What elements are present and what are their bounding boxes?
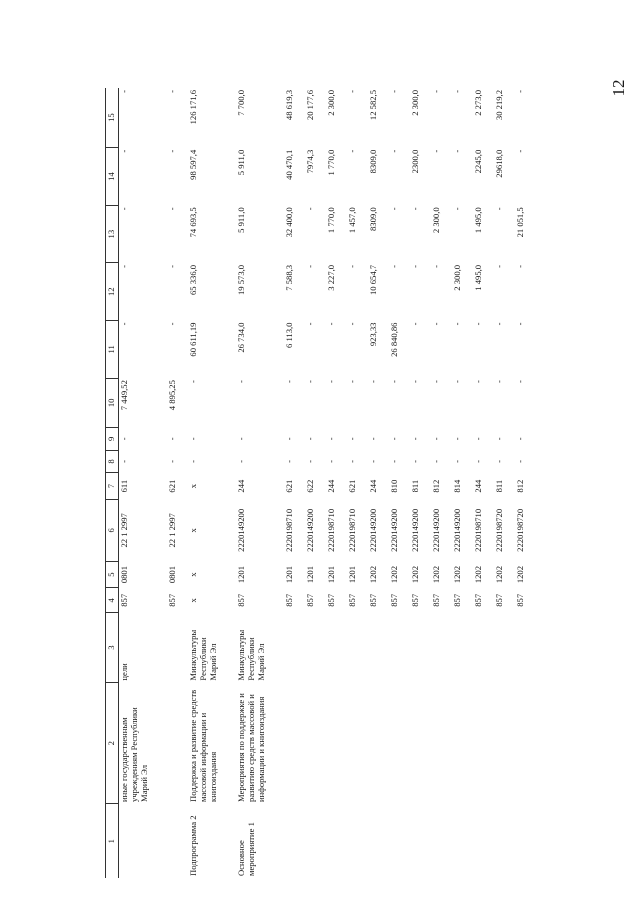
table-cell-col-5: 1202 xyxy=(494,565,504,584)
table-cell-col-6: 2220198710 xyxy=(473,508,483,552)
table-cell-col-9: - xyxy=(326,437,336,441)
table-cell-col-13: 21 051,5 xyxy=(515,207,525,238)
table-cell-col-6: 2220149200 xyxy=(431,508,441,552)
table-cell-col-2 xyxy=(431,683,452,804)
table-cell-col-6: 2220198720 xyxy=(515,508,525,552)
table-cell-col-6: 22 1 2997 xyxy=(167,513,177,548)
table-cell-col-12: - xyxy=(389,264,399,268)
header-cell-5: 5 xyxy=(106,561,119,588)
table-cell-col-6: 2220149200 xyxy=(236,508,246,552)
table-cell-col-9: - xyxy=(410,437,420,441)
table-cell-col-11: - xyxy=(167,322,177,326)
header-cell-10: 10 xyxy=(106,378,119,427)
table-cell-col-7: 811 xyxy=(494,479,504,493)
table-cell-col-7: 814 xyxy=(452,479,462,493)
table-cell-col-11: - xyxy=(410,322,420,326)
table-cell-col-3 xyxy=(494,613,515,683)
table-cell-col-12: - xyxy=(347,264,357,268)
table-cell-col-3 xyxy=(284,613,305,683)
table-cell-col-12: 10 654,7 xyxy=(368,264,378,296)
table-cell-col-14: 40 470,1 xyxy=(284,149,294,180)
table-cell-col-4: 857 xyxy=(236,593,246,607)
table-cell-col-3 xyxy=(410,613,431,683)
table-row xyxy=(389,88,410,878)
table-cell-col-8: - xyxy=(119,460,129,463)
table-cell-col-9: - xyxy=(284,437,294,441)
table-cell-col-14: - xyxy=(452,149,462,153)
table-cell-col-4: x xyxy=(188,598,198,603)
table-cell-col-5: 1202 xyxy=(431,565,441,584)
table-cell-col-6: 2220198710 xyxy=(284,508,294,552)
table-cell-col-7: 244 xyxy=(368,479,378,493)
table-cell-col-14: 1 770,0 xyxy=(326,149,336,176)
table-cell-col-7: x xyxy=(188,483,198,489)
table-cell-col-8: - xyxy=(515,460,525,463)
table-cell-col-2: иные государственным учреждениям Республики Марий Эл xyxy=(119,707,150,802)
table-row xyxy=(368,88,389,878)
table-cell-col-13: 8309,0 xyxy=(368,207,378,231)
table-cell-col-12: 2 300,0 xyxy=(452,264,462,291)
table-cell-col-5: 1202 xyxy=(410,565,420,584)
table-cell-col-10: 4 895,25 xyxy=(167,380,177,411)
table-cell-col-1 xyxy=(305,804,326,878)
table-cell-col-5: 1201 xyxy=(347,565,357,584)
table-cell-col-2 xyxy=(368,683,389,804)
table-cell-col-4: 857 xyxy=(410,593,420,607)
table-row xyxy=(284,88,305,878)
table-cell-col-13: 74 693,5 xyxy=(188,207,198,238)
table-cell-col-9: - xyxy=(494,437,504,441)
header-cell-1: 1 xyxy=(106,804,119,878)
table-cell-col-9: - xyxy=(119,437,129,441)
table-cell-col-2 xyxy=(167,683,188,804)
table-row xyxy=(236,88,284,878)
table-cell-col-14: - xyxy=(167,149,177,153)
table-cell-col-1 xyxy=(347,804,368,878)
table-cell-col-2 xyxy=(305,683,326,804)
table-cell-col-3: цели xyxy=(119,663,129,681)
table-cell-col-7: 622 xyxy=(305,479,315,493)
table-cell-col-5: 1202 xyxy=(473,565,483,584)
header-cell-14: 14 xyxy=(106,148,119,206)
table-cell-col-10: - xyxy=(452,380,462,383)
table-cell-col-9: - xyxy=(236,437,246,441)
table-cell-col-8: - xyxy=(326,460,336,463)
header-cell-2: 2 xyxy=(106,683,119,804)
table-cell-col-10: - xyxy=(515,380,525,383)
table-cell-col-14: 98 597,4 xyxy=(188,149,198,180)
table-cell-col-2 xyxy=(515,683,536,804)
table-cell-col-14: - xyxy=(389,149,399,153)
table-cell-col-4: 857 xyxy=(452,593,462,607)
table-cell-col-14: - xyxy=(119,149,129,153)
table-cell-col-15: 12 582,5 xyxy=(368,90,378,121)
table-cell-col-1 xyxy=(473,804,494,878)
table-cell-col-5: 1202 xyxy=(515,565,525,584)
table-cell-col-6: 2220149200 xyxy=(410,508,420,552)
table-cell-col-15: 2 300,0 xyxy=(326,90,336,116)
table-cell-col-4: 857 xyxy=(167,593,177,607)
table-cell-col-11: - xyxy=(431,322,441,326)
table-cell-col-9: - xyxy=(188,437,198,441)
table-cell-col-2 xyxy=(494,683,515,804)
table-cell-col-4: 857 xyxy=(389,593,399,607)
table-cell-col-6: 2220198710 xyxy=(347,508,357,552)
table-cell-col-15: 7 700,0 xyxy=(236,90,246,116)
table-cell-col-12: - xyxy=(167,264,177,268)
table-cell-col-9: - xyxy=(431,437,441,441)
table-row xyxy=(119,88,168,878)
table-cell-col-14: - xyxy=(431,149,441,153)
page-number-text: 12 xyxy=(609,79,628,97)
table-row xyxy=(347,88,368,878)
table-row xyxy=(167,88,188,878)
table-cell-col-15: 20 177,6 xyxy=(305,90,315,121)
table-cell-col-5: 1201 xyxy=(284,565,294,584)
table-cell-col-11: - xyxy=(326,322,336,326)
table-cell-col-4: 857 xyxy=(305,593,315,607)
table-cell-col-8: - xyxy=(167,460,177,463)
table-cell-col-4: 857 xyxy=(473,593,483,607)
table-cell-col-13: 1 770,0 xyxy=(326,207,336,234)
header-cell-12: 12 xyxy=(106,263,119,321)
header-cell-4: 4 xyxy=(106,588,119,613)
table-cell-col-6: 2220198710 xyxy=(326,508,336,552)
table-cell-col-13: 1 457,0 xyxy=(347,207,357,234)
table-cell-col-15: - xyxy=(119,90,129,93)
table-cell-col-12: 19 573,0 xyxy=(236,264,246,296)
table-cell-col-1 xyxy=(284,804,305,878)
table-cell-col-13: - xyxy=(305,207,315,211)
table-cell-col-7: 810 xyxy=(389,479,399,493)
table-cell-col-4: 857 xyxy=(284,593,294,607)
table-cell-col-10: 7 449,52 xyxy=(119,380,129,411)
table-cell-col-14: 2245,0 xyxy=(473,149,483,174)
table-cell-col-10: - xyxy=(494,380,504,383)
table-cell-col-11: - xyxy=(515,322,525,326)
rotated-table-region xyxy=(105,78,635,878)
table-cell-col-13: - xyxy=(452,207,462,211)
table-cell-col-10: - xyxy=(347,380,357,383)
table-cell-col-2 xyxy=(473,683,494,804)
table-cell-col-11: 6 113,0 xyxy=(284,322,294,348)
table-cell-col-10: - xyxy=(236,380,246,383)
table-cell-col-6: 2220198720 xyxy=(494,508,504,552)
table-cell-col-9: - xyxy=(473,437,483,441)
table-cell-col-10: - xyxy=(326,380,336,383)
table-cell-col-11: - xyxy=(347,322,357,326)
table-cell-col-5: 1202 xyxy=(368,565,378,584)
table-cell-col-4: 857 xyxy=(326,593,336,607)
table-cell-col-5: 1202 xyxy=(452,565,462,584)
table-cell-col-8: - xyxy=(368,460,378,463)
table-cell-col-10: - xyxy=(473,380,483,383)
table-cell-col-15: - xyxy=(167,90,177,93)
table-cell-col-11: - xyxy=(119,322,129,326)
table-row xyxy=(188,88,236,878)
table-cell-col-9: - xyxy=(515,437,525,441)
table-cell-col-2 xyxy=(452,683,473,804)
table-cell-col-15: 126 171,6 xyxy=(188,90,198,125)
table-cell-col-3 xyxy=(515,613,536,683)
table-cell-col-2 xyxy=(284,683,305,804)
table-cell-col-1 xyxy=(326,804,347,878)
table-cell-col-15: 2 273,0 xyxy=(473,90,483,116)
table-cell-col-1: Основное мероприятие 1 xyxy=(236,822,257,876)
table-cell-col-13: 32 400,0 xyxy=(284,207,294,238)
table-cell-col-15: - xyxy=(347,90,357,93)
table-cell-col-11: - xyxy=(452,322,462,326)
table-cell-col-6: 2220149200 xyxy=(452,508,462,552)
table-row xyxy=(431,88,452,878)
table-cell-col-5: 0801 xyxy=(119,565,129,584)
table-cell-col-12: - xyxy=(431,264,441,268)
table-cell-col-12: 7 588,3 xyxy=(284,264,294,291)
table-cell-col-10: - xyxy=(188,380,198,383)
table-cell-col-8: - xyxy=(284,460,294,463)
table-cell-col-2 xyxy=(389,683,410,804)
header-cell-15: 15 xyxy=(106,88,119,148)
table-cell-col-14: 7974,3 xyxy=(305,149,315,174)
table-body xyxy=(119,88,537,878)
header-cell-7: 7 xyxy=(106,473,119,500)
table-cell-col-8: - xyxy=(236,460,246,463)
table-cell-col-10: - xyxy=(305,380,315,383)
header-cell-9: 9 xyxy=(106,428,119,451)
table-cell-col-1 xyxy=(119,804,168,878)
table-cell-col-11: 26 734,0 xyxy=(236,322,246,353)
table-cell-col-4: 857 xyxy=(494,593,504,607)
table-cell-col-5: x xyxy=(188,572,198,577)
table-cell-col-3 xyxy=(452,613,473,683)
table-cell-col-5: 1201 xyxy=(326,565,336,584)
table-cell-col-9: - xyxy=(347,437,357,441)
table-cell-col-1 xyxy=(431,804,452,878)
table-cell-col-2 xyxy=(347,683,368,804)
table-cell-col-11: 923,33 xyxy=(368,322,378,347)
table-cell-col-3 xyxy=(473,613,494,683)
table-row xyxy=(452,88,473,878)
table-cell-col-10: - xyxy=(431,380,441,383)
table-cell-col-1: Подпрограмма 2 xyxy=(188,815,198,876)
table-cell-col-15: 2 300,0 xyxy=(410,90,420,116)
table-cell-col-14: - xyxy=(515,149,525,153)
table-cell-col-8: - xyxy=(389,460,399,463)
table-cell-col-3 xyxy=(305,613,326,683)
table-cell-col-15: - xyxy=(389,90,399,93)
table-cell-col-7: 244 xyxy=(326,479,336,493)
table-cell-col-7: 812 xyxy=(431,479,441,493)
table-header xyxy=(106,88,119,878)
table-cell-col-7: 811 xyxy=(410,479,420,493)
table-cell-col-13: - xyxy=(410,207,420,211)
header-cell-6: 6 xyxy=(106,499,119,561)
table-cell-col-6: 2220149200 xyxy=(389,508,399,552)
table-cell-col-4: 857 xyxy=(347,593,357,607)
table-cell-col-3 xyxy=(167,613,188,683)
table-cell-col-3 xyxy=(368,613,389,683)
header-cell-13: 13 xyxy=(106,205,119,263)
table-cell-col-14: - xyxy=(347,149,357,153)
table-cell-col-11: - xyxy=(473,322,483,326)
table-row xyxy=(326,88,347,878)
header-cell-3: 3 xyxy=(106,613,119,683)
table-cell-col-2: Поддержка и развитие средств массовой информации и книгоиздания xyxy=(188,689,219,802)
table-row xyxy=(410,88,431,878)
budget-table xyxy=(105,88,536,878)
table-cell-col-7: 611 xyxy=(119,479,129,493)
table-cell-col-12: - xyxy=(410,264,420,268)
table-cell-col-8: - xyxy=(473,460,483,463)
header-cell-11: 11 xyxy=(106,321,119,379)
table-cell-col-15: - xyxy=(452,90,462,93)
table-cell-col-8: - xyxy=(188,460,198,463)
table-cell-col-4: 857 xyxy=(431,593,441,607)
table-cell-col-5: 1201 xyxy=(236,565,246,584)
table-row xyxy=(494,88,515,878)
table-cell-col-7: 244 xyxy=(236,479,246,493)
table-cell-col-13: - xyxy=(119,207,129,211)
table-cell-col-3 xyxy=(431,613,452,683)
table-cell-col-7: 244 xyxy=(473,479,483,493)
table-cell-col-15: 48 619,3 xyxy=(284,90,294,121)
table-row xyxy=(515,88,536,878)
table-cell-col-5: 1202 xyxy=(389,565,399,584)
table-cell-col-11: 60 611,19 xyxy=(188,322,198,357)
table-cell-col-1 xyxy=(452,804,473,878)
table-cell-col-8: - xyxy=(347,460,357,463)
table-cell-col-13: - xyxy=(167,207,177,211)
table-cell-col-9: - xyxy=(452,437,462,441)
table-cell-col-12: 65 336,0 xyxy=(188,264,198,296)
table-cell-col-2 xyxy=(410,683,431,804)
table-cell-col-2: Мероприятия по поддержке и развитию средств массовой и информации и книгоиздания xyxy=(236,693,267,802)
table-cell-col-12: - xyxy=(305,264,315,268)
table-cell-col-12: - xyxy=(515,264,525,268)
table-cell-col-7: 621 xyxy=(284,479,294,493)
table-cell-col-14: 5 911,0 xyxy=(236,149,246,176)
table-cell-col-3 xyxy=(389,613,410,683)
table-cell-col-5: 1201 xyxy=(305,565,315,584)
table-cell-col-9: - xyxy=(389,437,399,441)
table-cell-col-13: 1 495,0 xyxy=(473,207,483,234)
table-cell-col-11: - xyxy=(494,322,504,326)
table-cell-col-4: 857 xyxy=(515,593,525,607)
table-cell-col-14: 8309,0 xyxy=(368,149,378,174)
table-cell-col-1 xyxy=(389,804,410,878)
table-cell-col-1 xyxy=(167,804,188,878)
table-cell-col-7: 621 xyxy=(347,479,357,493)
table-cell-col-15: 30 219,2 xyxy=(494,90,504,121)
table-cell-col-15: - xyxy=(431,90,441,93)
table-cell-col-8: - xyxy=(431,460,441,463)
table-cell-col-3 xyxy=(326,613,347,683)
table-cell-col-13: 5 911,0 xyxy=(236,207,246,233)
table-cell-col-1 xyxy=(494,804,515,878)
table-row xyxy=(473,88,494,878)
table-cell-col-10: - xyxy=(368,380,378,383)
table-cell-col-13: 2 300,0 xyxy=(431,207,441,234)
table-cell-col-14: 29618,0 xyxy=(494,149,504,178)
table-cell-col-8: - xyxy=(410,460,420,463)
table-cell-col-12: 1 495,0 xyxy=(473,264,483,291)
table-cell-col-3 xyxy=(347,613,368,683)
table-cell-col-15: - xyxy=(515,90,525,93)
table-cell-col-10: - xyxy=(410,380,420,383)
table-cell-col-8: - xyxy=(452,460,462,463)
table-cell-col-6: 2220149200 xyxy=(305,508,315,552)
table-cell-col-4: 857 xyxy=(119,593,129,607)
table-cell-col-3: Минкультуры Республики Марий Эл xyxy=(236,629,267,681)
table-cell-col-9: - xyxy=(305,437,315,441)
table-cell-col-1 xyxy=(368,804,389,878)
table-cell-col-4: 857 xyxy=(368,593,378,607)
table-cell-col-9: - xyxy=(167,437,177,441)
table-cell-col-13: - xyxy=(389,207,399,211)
header-cell-8: 8 xyxy=(106,450,119,473)
table-cell-col-11: 26 840,86 xyxy=(389,322,399,357)
table-cell-col-13: - xyxy=(494,207,504,211)
table-cell-col-7: 812 xyxy=(515,479,525,493)
table-cell-col-12: - xyxy=(119,264,129,268)
table-cell-col-5: 0801 xyxy=(167,565,177,584)
table-cell-col-11: - xyxy=(305,322,315,326)
table-cell-col-14: 2300,0 xyxy=(410,149,420,174)
table-cell-col-8: - xyxy=(494,460,504,463)
table-cell-col-6: 2220149200 xyxy=(368,508,378,552)
table-cell-col-12: 3 227,0 xyxy=(326,264,336,291)
table-cell-col-1 xyxy=(515,804,536,878)
table-cell-col-9: - xyxy=(368,437,378,441)
table-cell-col-8: - xyxy=(305,460,315,463)
table-cell-col-12: - xyxy=(494,264,504,268)
table-cell-col-7: 621 xyxy=(167,479,177,493)
table-cell-col-6: x xyxy=(188,528,198,533)
table-cell-col-10: - xyxy=(284,380,294,383)
table-row xyxy=(305,88,326,878)
table-cell-col-2 xyxy=(326,683,347,804)
table-cell-col-3: Минкультуры Республики Марий Эл xyxy=(188,629,219,681)
table-cell-col-6: 22 1 2997 xyxy=(119,513,129,548)
table-cell-col-10: - xyxy=(389,380,399,383)
table-cell-col-1 xyxy=(410,804,431,878)
